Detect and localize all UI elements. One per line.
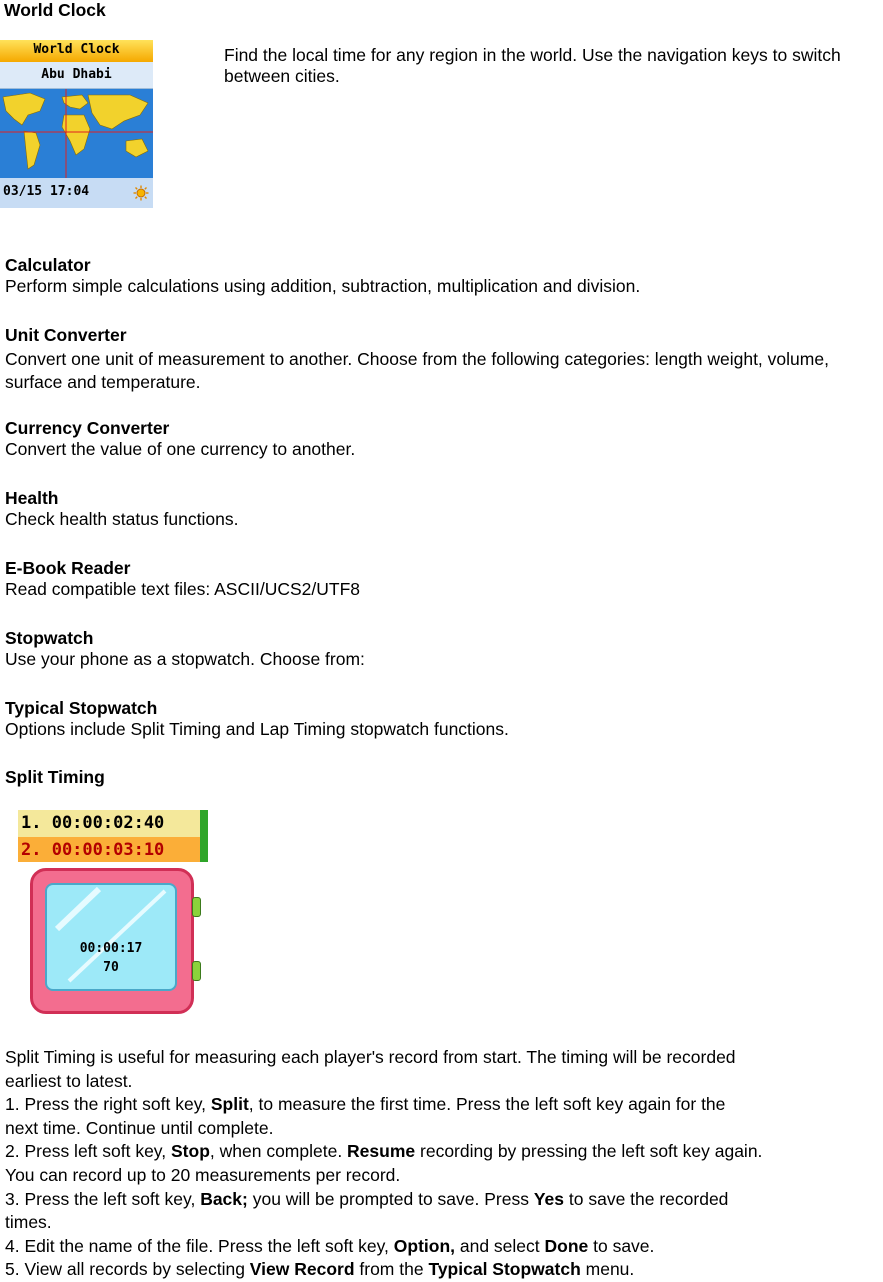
scrollbar-indicator — [200, 810, 208, 862]
split-record-row — [18, 810, 200, 837]
text: , when complete. — [209, 1141, 348, 1162]
key-name: Option, — [393, 1235, 455, 1256]
step-3-cont — [5, 1211, 883, 1235]
text: earliest to latest. — [5, 1070, 133, 1091]
section-unit-converter — [5, 324, 883, 395]
key-name: Back; — [200, 1188, 248, 1209]
world-map-image — [0, 89, 153, 178]
world-clock-city: Abu Dhabi — [41, 67, 112, 82]
stopwatch-time: 00:00:17 — [79, 941, 143, 956]
intro-line — [5, 1070, 883, 1094]
text: you will be prompted to save. Press — [247, 1188, 534, 1209]
world-map-icon — [0, 89, 153, 178]
section-split-timing — [5, 767, 883, 788]
section-ebook-reader — [5, 558, 883, 600]
section-currency-converter — [5, 418, 883, 460]
intro-line — [5, 1046, 883, 1070]
section-text: Options include Split Timing and Lap Timing stopwatch functions. — [5, 719, 509, 739]
split-record-1: 1. 00:00:02:40 — [21, 813, 165, 833]
text: from the — [354, 1259, 429, 1280]
text: and select — [455, 1235, 545, 1256]
text: menu. — [580, 1259, 635, 1280]
split-record-row — [18, 837, 200, 862]
key-name: Split — [210, 1094, 249, 1115]
world-clock-screen-header — [0, 40, 153, 62]
section-health — [5, 488, 883, 530]
world-clock-screen-title: World Clock — [33, 42, 120, 57]
world-clock-status-bar — [0, 178, 153, 208]
split-record-2: 2. 00:00:03:10 — [21, 840, 165, 860]
text: Split Timing is useful for measuring each player's record from start. The timing will be recorded — [5, 1047, 736, 1067]
stopwatch-subseconds: 70 — [103, 960, 119, 975]
section-text: Read compatible text files: ASCII/UCS2/UTF8 — [5, 579, 360, 599]
text: recording by pressing the left soft key again. — [415, 1141, 763, 1162]
step-1-cont — [5, 1117, 883, 1141]
section-text: Convert the value of one currency to another. — [5, 439, 356, 459]
key-name: Resume — [347, 1141, 416, 1162]
menu-name: Typical Stopwatch — [428, 1259, 581, 1280]
world-clock-city-bar — [0, 62, 153, 89]
section-stopwatch — [5, 628, 883, 670]
text: to save. — [588, 1235, 655, 1256]
text: , to measure the first time. Press the left soft key again for the — [248, 1094, 726, 1115]
section-title: Split Timing — [5, 767, 105, 787]
section-text: Use your phone as a stopwatch. Choose from: — [5, 649, 365, 669]
section-title: Unit Converter — [5, 325, 127, 345]
section-text: Check health status functions. — [5, 509, 239, 529]
stopwatch-side-button — [192, 897, 201, 917]
section-title: Typical Stopwatch — [5, 698, 158, 718]
section-title: Stopwatch — [5, 628, 94, 648]
text: next time. Continue until complete. — [5, 1117, 274, 1138]
text: 1. Press the right soft key, — [5, 1094, 211, 1115]
key-name: Stop — [171, 1141, 210, 1162]
text: 5. View all records by selecting — [5, 1259, 250, 1280]
step-5 — [5, 1258, 883, 1282]
section-title: Health — [5, 488, 59, 508]
sun-icon — [133, 185, 149, 201]
key-name: Yes — [533, 1188, 565, 1209]
section-title: Currency Converter — [5, 418, 170, 438]
text: You can record up to 20 measurements per record. — [5, 1164, 401, 1185]
step-1 — [5, 1093, 883, 1117]
text: 3. Press the left soft key, — [5, 1188, 201, 1209]
world-clock-datetime: 03/15 17:04 — [3, 184, 90, 199]
world-clock-screenshot — [0, 40, 153, 208]
section-calculator — [5, 255, 883, 297]
step-2 — [5, 1140, 883, 1164]
text: times. — [5, 1212, 52, 1233]
section-title: E-Book Reader — [5, 558, 131, 578]
stopwatch-icon — [30, 868, 194, 1014]
section-title: Calculator — [5, 255, 91, 275]
text: 4. Edit the name of the file. Press the left soft key, — [5, 1235, 394, 1256]
section-text: Convert one unit of measurement to another. Choose from the following categories: length weight, volume, surface and temperature. — [5, 348, 829, 392]
text: 2. Press left soft key, — [5, 1141, 171, 1162]
step-2-cont — [5, 1164, 883, 1188]
split-timing-instructions — [5, 1046, 883, 1282]
world-clock-heading: World Clock — [4, 0, 106, 20]
key-name: Done — [544, 1235, 589, 1256]
section-typical-stopwatch — [5, 698, 883, 740]
world-clock-description: Find the local time for any region in the world. Use the navigation keys to switch between cities. — [224, 45, 841, 86]
stopwatch-screenshot — [18, 810, 210, 1016]
stopwatch-side-button — [192, 961, 201, 981]
menu-name: View Record — [249, 1259, 355, 1280]
step-3 — [5, 1188, 883, 1212]
section-text: Perform simple calculations using addition, subtraction, multiplication and division. — [5, 276, 641, 296]
stopwatch-display — [45, 883, 177, 991]
step-4 — [5, 1235, 883, 1259]
text: to save the recorded — [564, 1188, 729, 1209]
